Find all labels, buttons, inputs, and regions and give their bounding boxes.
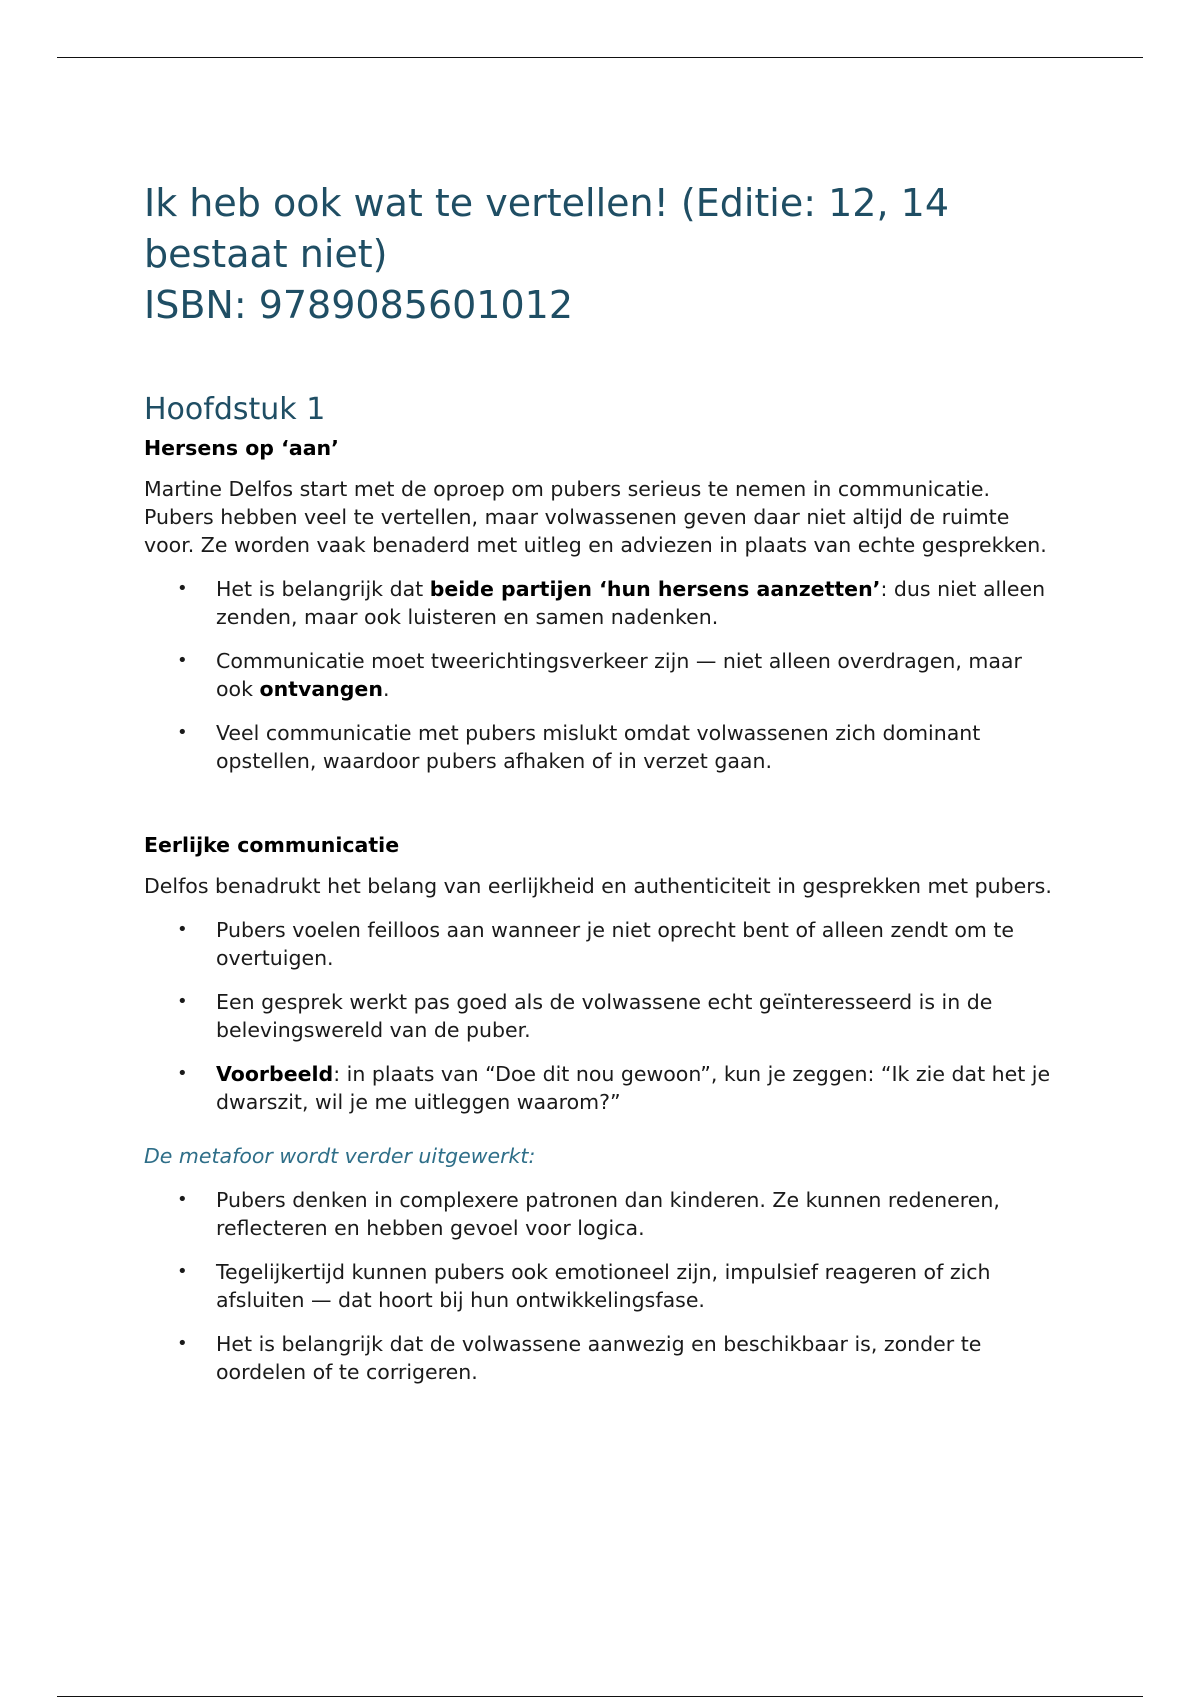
header-rule [57, 57, 1143, 58]
list-item-text: . [382, 677, 390, 701]
list-item-bold: Voorbeeld [216, 1062, 334, 1086]
list-item-bold: beide partijen ‘hun hersens aanzetten’ [429, 577, 881, 601]
list-item-text: Een gesprek werkt pas goed als de volwassene echt geïnteresseerd is in de belevingswereld van de puber. [216, 990, 993, 1042]
list-item [144, 1330, 1064, 1386]
section-heading-eerlijk: Eerlijke communicatie [144, 833, 400, 857]
bullet-list-eerlijk [144, 916, 1064, 1116]
bullet-icon: • [177, 1189, 188, 1210]
bullet-icon: • [177, 1063, 188, 1084]
bullet-icon: • [177, 919, 188, 940]
list-item-text: : in plaats van “Doe dit nou gewoon”, kun je zeggen: “Ik zie dat het je dwarszit, wil je me uitleggen waarom?” [216, 1062, 1051, 1114]
list-item [144, 647, 1064, 703]
paragraph-eerlijk-intro: Delfos benadrukt het belang van eerlijkheid en authenticiteit in gesprekken met pubers. [144, 874, 1052, 898]
list-item [144, 916, 1064, 972]
list-item [144, 1186, 1064, 1242]
metaphor-heading: De metafoor wordt verder uitgewerkt: [144, 1144, 536, 1168]
list-item [144, 719, 1064, 775]
list-item-text: Veel communicatie met pubers mislukt omdat volwassenen zich dominant opstellen, waardoor pubers afhaken of in verzet gaan. [216, 721, 981, 773]
bullet-icon: • [177, 991, 188, 1012]
list-item-text: Het is belangrijk dat de volwassene aanwezig en beschikbaar is, zonder te oordelen of te corrigeren. [216, 1332, 982, 1384]
list-item-text: Communicatie moet tweerichtingsverkeer zijn — niet alleen overdragen, maar ook [216, 649, 1022, 701]
list-item-bold: ontvangen [259, 677, 383, 701]
bullet-icon: • [177, 1333, 188, 1354]
list-item [144, 1258, 1064, 1314]
document-body [144, 178, 1064, 1386]
bullet-list-hersens [144, 575, 1064, 775]
document-title [144, 178, 1064, 331]
title-line-2: bestaat niet) [144, 232, 388, 276]
list-item [144, 575, 1064, 631]
bullet-icon: • [177, 578, 188, 599]
list-item-text: Pubers denken in complexere patronen dan kinderen. Ze kunnen redeneren, reflecteren en hebben gevoel voor logica. [216, 1188, 1000, 1240]
bullet-list-metafoor [144, 1186, 1064, 1386]
list-item [144, 1060, 1064, 1116]
paragraph-hersens-intro: Martine Delfos start met de oproep om pubers serieus te nemen in communicatie. Pubers hebben veel te vertellen, maar volwassenen geven daar niet altijd de ruimte voor. Ze worden vaak benaderd met uitleg en adviezen in plaats van echte gesprekken. [144, 477, 1047, 557]
footer-rule [57, 1696, 1143, 1697]
list-item-text: Pubers voelen feilloos aan wanneer je niet oprecht bent of alleen zendt om te overtuigen. [216, 918, 1015, 970]
title-line-1: Ik heb ook wat te vertellen! (Editie: 12, 14 [144, 181, 949, 225]
list-item-text: : dus niet alleen zenden, maar ook luisteren en samen nadenken. [216, 577, 1046, 629]
section-heading-hersens: Hersens op ‘aan’ [144, 436, 339, 460]
list-item-text: Het is belangrijk dat [216, 577, 430, 601]
list-item-text: Tegelijkertijd kunnen pubers ook emotioneel zijn, impulsief reageren of zich afsluiten — dat hoort bij hun ontwikkelingsfase. [216, 1260, 991, 1312]
list-item [144, 988, 1064, 1044]
chapter-heading: Hoofdstuk 1 [144, 392, 326, 427]
bullet-icon: • [177, 1261, 188, 1282]
bullet-icon: • [177, 650, 188, 671]
isbn-line: ISBN: 9789085601012 [144, 283, 574, 327]
bullet-icon: • [177, 722, 188, 743]
